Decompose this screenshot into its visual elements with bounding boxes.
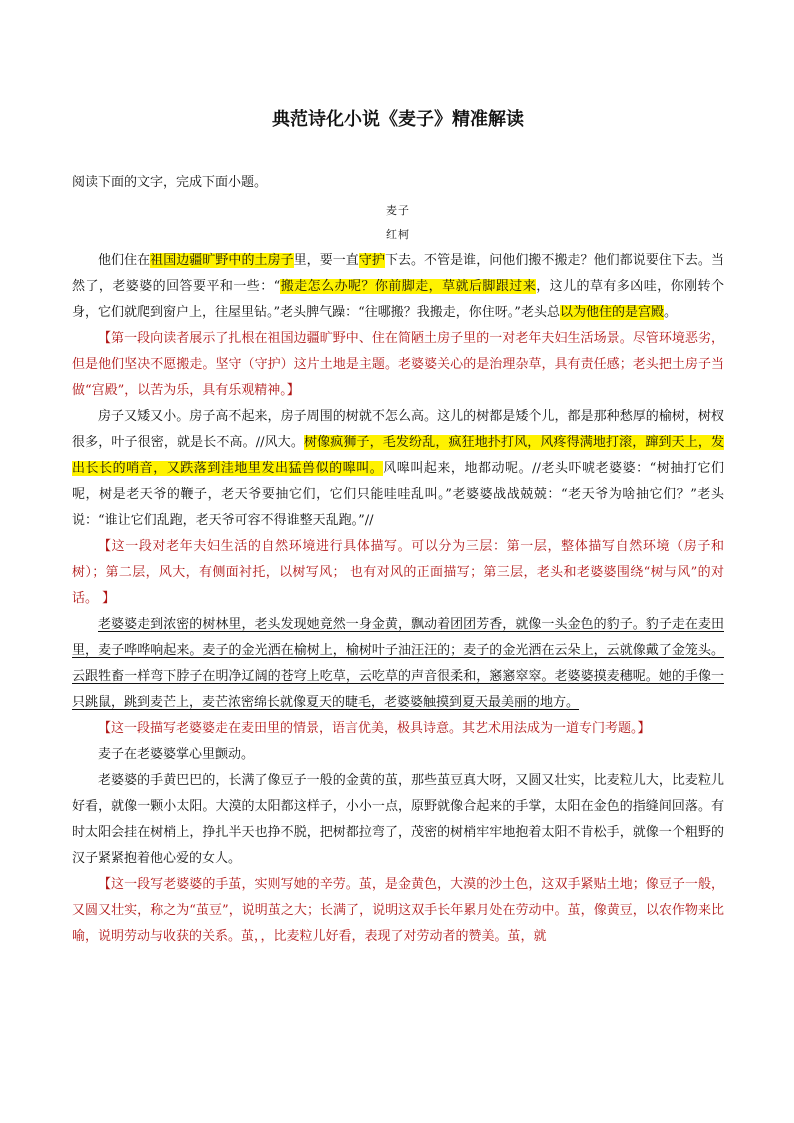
text-segment: “树与风” <box>643 565 698 580</box>
instruction-text: 阅读下面的文字，完成下面小题。 <box>72 175 268 190</box>
text-segment: 下去。不管是谁，问他们搬不搬走？他们都说要住下去。当然了，老婆婆的回答要平和一些：“ <box>72 253 724 294</box>
highlight-grass-quote: 搬走怎么办呢？你前脚走，草就后脚跟过来 <box>280 279 537 294</box>
annotation-3: 【这一段描写老婆婆走在麦田里的情景，语言优美，极具诗意。其艺术用法成为一道专门考题。】 <box>98 721 651 736</box>
story-paragraph-2 <box>72 404 724 534</box>
story-title: 麦子 <box>386 204 410 217</box>
page-title: 典范诗化小说《麦子》精准解读 <box>272 109 524 130</box>
text-segment: 。 <box>663 305 677 320</box>
text-segment: ，这儿的草有多凶哇，你刚转个身，它们就爬到窗户上，往屋里钻。”老头脾气躁：“往哪搬？我搬走，你住呀。”老头总 <box>72 279 724 320</box>
story-paragraph-5: 老婆婆的手黄巴巴的，长满了像豆子一般的金黄的茧，那些茧豆真大呀，又圆又壮实，比麦粒儿大，比麦粒儿好看，就像一颗小太阳。大漠的太阳都这样子，小小一点，原野就像合起来的手掌，太阳在金色的指缝间回落。有时太阳会挂在树梢上，挣扎半天也挣不脱，把树都拉弯了，茂密的树梢牢牢地抱着太阳不肯松手，就像一个粗野的汉子紧紧抱着他心爱的女人。 <box>72 773 724 866</box>
highlight-palace: 以为他住的是宫殿 <box>559 305 664 320</box>
annotation-1: 【第一段向读者展示了扎根在祖国边疆旷野中、住在简陋土房子里的一对老年夫妇生活场景。尽管环境恶劣，但是他们坚决不愿搬走。坚守（守护）这片土地是主题。老婆婆关心的是治理杂草，具有责任感；老头把土房子当做“宫殿”，以苦为乐，具有乐观精神。】 <box>72 331 724 398</box>
highlight-guard: 守护 <box>358 253 385 268</box>
text-segment: 风嗥叫起来，地都动呢。//老头吓唬老婆婆：“树抽打它们呢，树是老天爷的鞭子，老天爷要抽它们，它们只能哇哇乱叫。”老婆婆战战兢兢：“老天爷为啥抽它们？”老头说：“谁让它们乱跑，老天爷可容不得谁整天乱跑。”// <box>72 461 724 528</box>
story-paragraph-4: 麦子在老婆婆掌心里颤动。 <box>98 747 255 762</box>
annotation-2 <box>72 534 724 612</box>
text-segment: 他们住在 <box>98 253 151 268</box>
text-segment: 房子又矮又小。房子高不起来，房子周围的树就不怎么高。这儿的树都是矮个儿，都是那种愁厚的榆树，树杈很多，叶子很密，就是长不高。//风大。 <box>72 409 724 450</box>
text-segment: 【这一段对老年夫妇生活的自然环境进行具体描写。可以分为三层：第一层，整体描写自然环境（房子和树）；第二层，风大，有侧面衬托，以树写风； 也有对风的正面描写；第三层，老头和老婆婆围绕 <box>72 539 724 580</box>
text-segment: 的对话。 】 <box>72 565 724 606</box>
story-paragraph-1 <box>72 248 724 326</box>
highlight-frontier-house: 祖国边疆旷野中的土房子 <box>150 253 294 268</box>
highlight-wind-tree: 树像疯狮子，毛发纷乱，疯狂地扑打风，风疼得满地打滚，蹿到天上，发出长长的哨音，又跌落到洼地里发出猛兽似的嗥叫。 <box>72 435 724 476</box>
annotation-4: 【这一段写老婆婆的手茧，实则写她的辛劳。茧，是金黄色，大漠的沙土色，这双手紧贴土地；像豆子一般，又圆又壮实，称之为“茧豆”，说明茧之大；长满了，说明这双手长年累月处在劳动中。茧，像黄豆，以农作物来比喻，说明劳动与收获的关系。茧，，比麦粒儿好看，表现了对劳动者的赞美。茧，就 <box>72 877 724 944</box>
story-paragraph-3-underlined: 老婆婆走到浓密的树林里，老头发现她竟然一身金黄，飘动着团团芳香，就像一头金色的豹子。豹子走在麦田里，麦子哗哗响起来。麦子的金光洒在榆树上，榆树叶子油汪汪的；麦子的金光洒在云朵上，云就像戴了金笼头。云跟牲畜一样弯下脖子在明净辽阔的苍穹上吃草，云吃草的声音很柔和，窸窸窣窣。老婆婆摸麦穗呢。她的手像一只跳鼠，跳到麦芒上，麦芒浓密绵长就像夏天的睫毛，老婆婆触摸到夏天最美丽的地方。 <box>72 617 724 710</box>
text-segment: 里，要一直 <box>293 253 359 268</box>
story-author: 红柯 <box>386 228 410 241</box>
